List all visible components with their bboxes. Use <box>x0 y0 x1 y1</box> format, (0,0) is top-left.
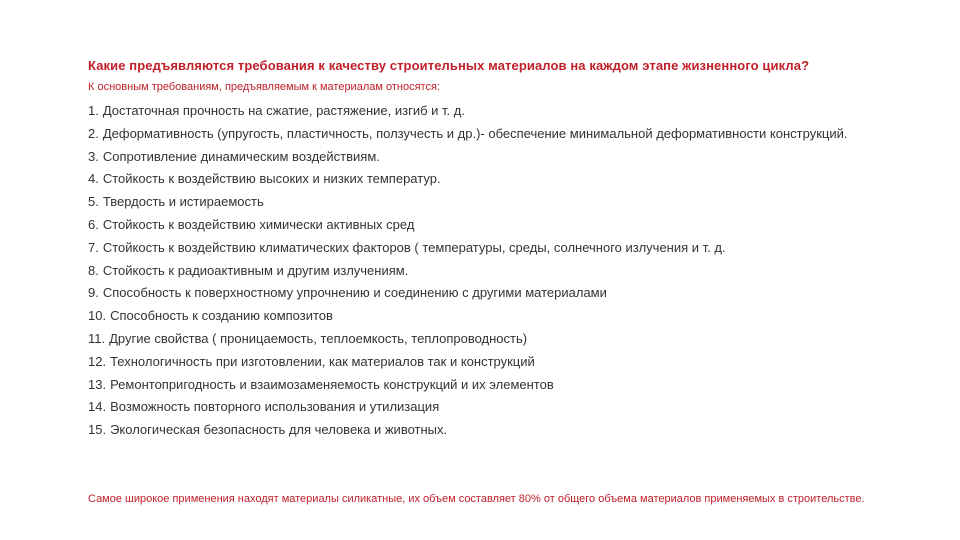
list-item-text: Возможность повторного использования и утилизация <box>110 399 440 415</box>
list-item-text: Сопротивление динамическим воздействиям. <box>102 148 380 164</box>
list-item-number: 3. <box>88 148 99 164</box>
list-item-number: 5. <box>88 194 99 210</box>
list-item-number: 15. <box>88 422 107 438</box>
list-item-number: 13. <box>88 376 107 392</box>
list-item <box>88 420 878 439</box>
list-item-number: 14. <box>88 399 107 415</box>
list-item <box>88 306 878 325</box>
list-item <box>88 215 878 234</box>
slide-subtitle: К основным требованиям, предъявляемым к материалам относятся: <box>88 81 440 93</box>
slide-footer-note: Самое широкое применения находят материалы силикатные, их объем составляет 80% от общего объема материалов применяемых в строительстве. <box>88 493 865 505</box>
list-item <box>88 101 878 120</box>
list-item-text: Способность к поверхностному упрочнению и соединению с другими материалами <box>102 285 607 301</box>
list-item <box>88 238 878 257</box>
list-item-number: 6. <box>88 216 99 232</box>
list-item-text: Технологичность при изготовлении, как материалов так и конструкций <box>110 353 535 369</box>
list-item-text: Ремонтопригодность и взаимозаменяемость конструкций и их элементов <box>110 376 554 392</box>
list-item <box>88 283 878 302</box>
list-item-number: 8. <box>88 262 99 278</box>
list-item-text: Достаточная прочность на сжатие, растяжение, изгиб и т. д. <box>102 103 465 118</box>
list-item-text: Способность к созданию композитов <box>110 308 333 324</box>
list-item <box>88 261 878 280</box>
list-item-text: Стойкость к воздействию химически активных сред <box>102 216 415 232</box>
list-item-text: Деформативность (упругость, пластичность, ползучесть и др.)- обеспечение минимальной деформативности конструкций. <box>102 125 848 141</box>
list-item-number: 2. <box>88 125 99 141</box>
list-item <box>88 397 878 416</box>
list-item-text: Стойкость к воздействию высоких и низких температур. <box>102 171 441 187</box>
list-item-number: 11. <box>88 330 106 346</box>
list-item-text: Стойкость к радиоактивным и другим излучениям. <box>102 262 409 278</box>
list-item-text: Другие свойства ( проницаемость, теплоемкость, теплопроводность) <box>109 330 528 346</box>
list-item <box>88 329 878 348</box>
list-item <box>88 375 878 394</box>
list-item-text: Экологическая безопасность для человека и животных. <box>110 422 448 438</box>
list-item-number: 12. <box>88 353 107 369</box>
list-item-number: 9. <box>88 285 99 301</box>
list-item <box>88 147 878 166</box>
list-item <box>88 352 878 371</box>
list-item-number: 7. <box>88 239 99 255</box>
slide-title: Какие предъявляются требования к качеству строительных материалов на каждом этапе жизненного цикла? <box>88 58 810 73</box>
list-item-text: Стойкость к воздействию климатических факторов ( температуры, среды, солнечного излучения и т. д. <box>102 239 726 255</box>
list-item-number: 4. <box>88 171 99 187</box>
list-item <box>88 169 878 188</box>
requirements-list <box>88 101 878 443</box>
list-item-number: 1. <box>88 103 99 118</box>
list-item-text: Твердость и истираемость <box>102 194 264 210</box>
list-item <box>88 192 878 211</box>
list-item-number: 10. <box>88 308 107 324</box>
list-item <box>88 124 878 143</box>
